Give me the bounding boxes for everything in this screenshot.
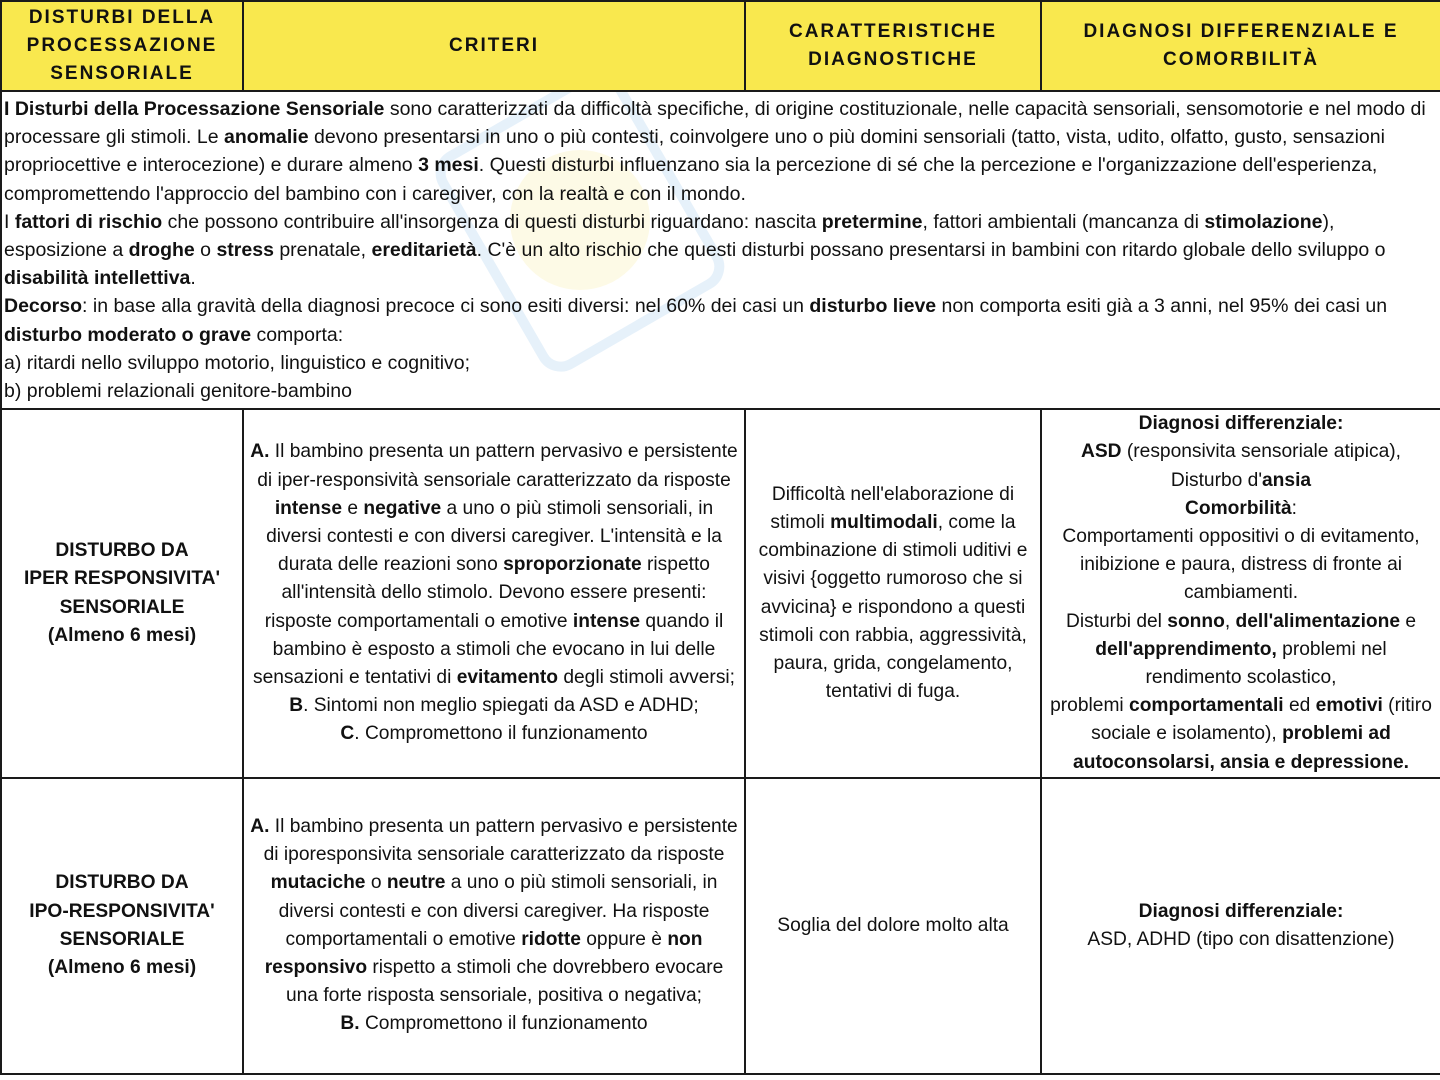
header-caratteristiche (745, 1, 1041, 91)
text-run: (ritiro sociale e isolamento), (1091, 695, 1432, 745)
bold-text: sproporzionate (503, 554, 642, 576)
text-run: e (342, 497, 364, 519)
header-criteri-text: CRITERI (449, 35, 539, 56)
bold-text: evitamento (456, 667, 558, 689)
bold-text: stress (216, 239, 274, 262)
header-row (1, 1, 1440, 91)
bold-text: neutre (386, 872, 446, 894)
bold-text: mutaciche (270, 872, 366, 894)
bold-text: B (289, 695, 304, 717)
text-run: devono presentarsi in uno o più contesti, coinvolgere uno o più domini sensoriali (tatto, vista, udito, olfatto, gusto, sensazioni propriocettive e interocezione) e durare almeno (4, 126, 1385, 177)
disorder-label-line: SENSORIALE (59, 596, 185, 618)
text-run: Disturbi del (1065, 610, 1168, 632)
disorder-label (1, 778, 243, 1074)
text-run: oppure è (580, 928, 668, 950)
diagnosi-cell (1041, 409, 1440, 778)
text-run: (responsivita sensoriale atipica), Disturbo d' (1121, 441, 1401, 491)
disorder-label-line: SENSORIALE (59, 928, 185, 950)
bold-text: I Disturbi della Processazione Sensoriale (4, 98, 385, 120)
bold-text: disturbo lieve (809, 295, 937, 318)
intro-paragraph-5: b) problemi relazionali genitore-bambino (4, 380, 352, 403)
bold-text: Decorso (4, 295, 83, 318)
text-run: che possono contribuire all'insorgenza di questi disturbi riguardano: nascita (162, 210, 822, 233)
text-run: Comportamenti oppositivi o di evitamento, inibizione e paura, distress di fronte ai cambiamenti. (1062, 526, 1420, 604)
bold-text: Comorbilità (1185, 497, 1292, 519)
bold-text: non responsivo (264, 928, 703, 979)
disorder-label-line: IPER RESPONSIVITA' (23, 568, 221, 590)
criteri-cell (243, 778, 745, 1074)
header-disturbi-text: DISTURBI DELLA PROCESSAZIONE SENSORIALE (26, 7, 218, 84)
header-diagnosi-text: DIAGNOSI DIFFERENZIALE E COMORBILITÀ (1083, 21, 1399, 70)
bold-text: ASD (1081, 441, 1122, 463)
text-run: o (194, 239, 217, 262)
text-run: ASD, ADHD (tipo con disattenzione) (1087, 928, 1395, 950)
bold-text: multimodali (830, 511, 938, 533)
text-run: problemi nel rendimento scolastico, (1145, 638, 1387, 689)
text-run: : (1291, 497, 1297, 519)
bold-text: Diagnosi differenziale: (1138, 900, 1344, 922)
bold-text: pretermine (821, 210, 923, 233)
text-run: ), esposizione a (4, 210, 1335, 262)
disorder-label-line: DISTURBO DA (55, 540, 189, 562)
text-run: rispetto a stimoli che dovrebbero evocare una forte risposta sensoriale, positiva o negativa; (286, 957, 724, 1007)
bold-text: stimolazione (1204, 210, 1323, 233)
text-run: ed (1283, 695, 1316, 717)
diagnosi-cell (1041, 778, 1440, 1074)
text-run: o (365, 872, 387, 894)
bold-text: A. (250, 441, 270, 463)
text-run: Il bambino presenta un pattern pervasivo e persistente di iporesponsivita sensoriale caratterizzato da risposte (263, 816, 738, 866)
bold-text: A. (250, 816, 270, 838)
text-run: e (1400, 610, 1417, 632)
disorder-label-line: (Almeno 6 mesi) (47, 624, 197, 646)
text-run: a uno o più stimoli sensoriali, in diversi contesti e con diversi caregiver. Ha risposte comportamentali o emotive (278, 872, 718, 950)
intro-paragraph-2 (4, 208, 1438, 293)
intro-paragraph-1 (4, 95, 1438, 208)
text-run: . (190, 267, 196, 290)
disorder-label (1, 409, 243, 778)
bold-text: emotivi (1315, 695, 1383, 717)
bold-text: disabilità intellettiva (4, 267, 191, 290)
text-run: non comporta esiti già a 3 anni, nel 95% dei casi un (936, 295, 1388, 318)
table-row (1, 778, 1440, 1074)
bold-text: 3 mesi (418, 154, 479, 177)
text-run: quando il bambino è esposto a stimoli che evocano in lui delle sensazioni e tentativi di (252, 610, 724, 689)
intro-paragraph-3 (4, 292, 1438, 348)
text-run: Compromettono il funzionamento (359, 1013, 648, 1035)
intro-row (1, 91, 1440, 409)
bold-text: intense (572, 610, 641, 632)
header-disturbi (1, 1, 243, 91)
bold-text: B. (340, 1013, 360, 1035)
disorder-label-line: IPO-RESPONSIVITA' (29, 900, 215, 922)
text-run: rispetto all'intensità dello stimolo. Devono essere presenti: risposte comportamentali o emotive (264, 554, 710, 632)
bold-text: comportamentali (1129, 695, 1284, 717)
bold-text: problemi ad autoconsolarsi, ansia e depressione. (1073, 723, 1409, 773)
text-run: Il bambino presenta un pattern pervasivo e persistente di iper-responsività sensoriale caratterizzato da risposte (257, 441, 738, 491)
disorder-label-line: DISTURBO DA (55, 872, 189, 894)
text-run: problemi (1050, 695, 1130, 717)
bold-text: dell'apprendimento, (1095, 638, 1277, 660)
text-run: I (4, 210, 15, 233)
text-run: Soglia del dolore molto alta (777, 914, 1009, 936)
bold-text: dell'alimentazione (1235, 610, 1401, 632)
text-run: degli stimoli avversi; (558, 667, 736, 689)
caratteristiche-cell (745, 778, 1041, 1074)
bold-text: negative (363, 497, 442, 519)
intro-cell (1, 91, 1440, 409)
text-run: . Questi disturbi influenzano sia la percezione di sé che la percezione e l'organizzazione dell'esperienza, compromettendo l'approccio del bambino con i caregiver, con la realtà e con il mondo. (4, 154, 1378, 205)
text-run: , fattori ambientali (mancanza di (922, 210, 1205, 233)
header-caratteristiche-text: CARATTERISTICHE DIAGNOSTICHE (788, 21, 998, 70)
text-run: . Compromettono il funzionamento (354, 723, 648, 745)
bold-text: fattori di rischio (14, 210, 163, 233)
text-run: sono caratterizzati da difficoltà specifiche, di origine costituzionale, nelle capacità sensoriali, sensomotorie e nel modo di processare gli stimoli. Le (4, 98, 1426, 149)
header-diagnosi (1041, 1, 1440, 91)
caratteristiche-cell (745, 409, 1041, 778)
text-run: . Sintomi non meglio spiegati da ASD e ADHD; (303, 695, 699, 717)
text-run: Difficoltà nell'elaborazione di stimoli (770, 483, 1015, 533)
text-run: , come la combinazione di stimoli uditivi e visivi {oggetto rumoroso che si avvicina} e rispondono a questi stimoli con rabbia, aggressività, paura, grida, congelamento, tentativi di fuga. (758, 511, 1028, 703)
text-run: , (1224, 610, 1236, 632)
bold-text: ereditarietà (371, 239, 477, 262)
header-criteri (243, 1, 745, 91)
disorder-label-line: (Almeno 6 mesi) (47, 957, 197, 979)
text-run: prenatale, (273, 239, 372, 262)
bold-text: Diagnosi differenziale: (1138, 413, 1344, 435)
bold-text: intense (274, 497, 342, 519)
criteri-cell (243, 409, 745, 778)
bold-text: anomalie (224, 126, 309, 149)
bold-text: disturbo moderato o grave (4, 323, 252, 346)
bold-text: ridotte (521, 928, 581, 950)
bold-text: droghe (128, 239, 195, 262)
text-run: . C'è un alto rischio che questi disturbi possano presentarsi in bambini con ritardo globale dello sviluppo o (476, 239, 1386, 262)
bold-text: ansia (1262, 469, 1312, 491)
bold-text: C (340, 723, 355, 745)
text-run: a uno o più stimoli sensoriali, in diversi contesti e con diversi caregiver. L'intensità e la durata delle reazioni sono (266, 497, 722, 576)
intro-paragraph-4: a) ritardi nello sviluppo motorio, linguistico e cognitivo; (4, 351, 471, 374)
table-row (1, 409, 1440, 778)
text-run: comporta: (251, 323, 344, 346)
bold-text: sonno (1167, 610, 1225, 632)
text-run: : in base alla gravità della diagnosi precoce ci sono esiti diversi: nel 60% dei casi un (82, 295, 810, 318)
